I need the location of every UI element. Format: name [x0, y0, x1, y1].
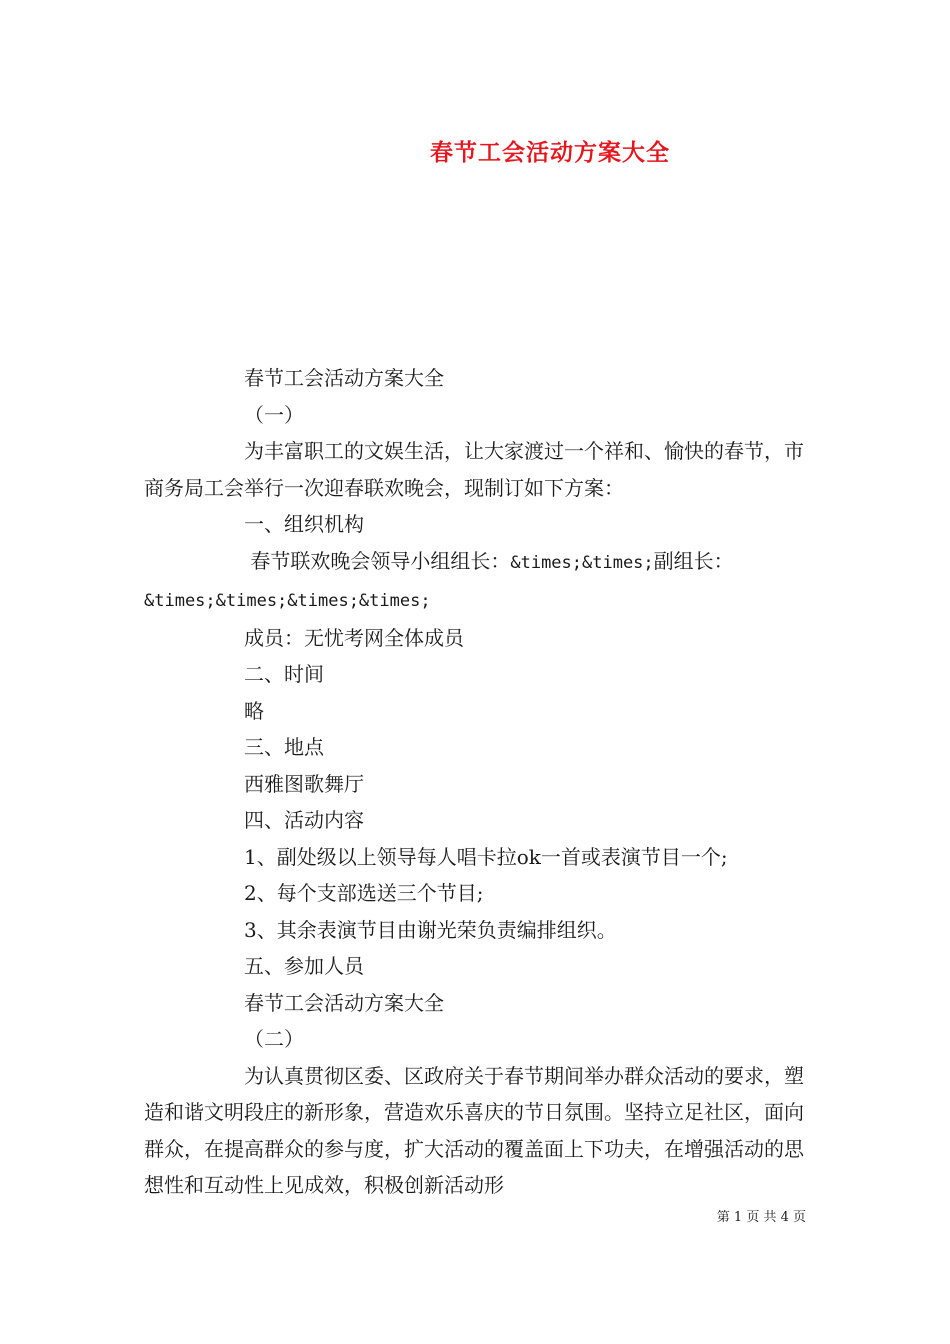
location-value: 西雅图歌舞厅 — [244, 771, 364, 796]
heading-content: 四、活动内容 — [244, 808, 364, 832]
leadership-line — [144, 543, 808, 620]
section-heading: 春节工会活动方案大全 — [244, 990, 444, 1015]
heading-location: 三、地点 — [244, 735, 324, 759]
document-body — [144, 360, 808, 1204]
section-heading: 春节工会活动方案大全 — [244, 366, 444, 390]
content-item: 1、副处级以上领导每人唱卡拉ok一首或表演节目一个; — [244, 844, 728, 869]
content-item: 3、其余表演节目由谢光荣负责编排组织。 — [244, 917, 617, 942]
deputy-names: &times;&times;&times;&times; — [144, 591, 431, 611]
deputy-label: 副组长： — [653, 548, 734, 573]
section-number: （一） — [244, 402, 304, 427]
leader-name: &times;&times; — [510, 552, 654, 573]
heading-organization: 一、组织机构 — [244, 512, 364, 536]
leadership-label: 春节联欢晚会领导小组组长： — [244, 548, 511, 573]
intro-paragraph: 为丰富职工的文娱生活，让大家渡过一个祥和、愉快的春节，市商务局工会举行一次迎春联欢晚会，现制订如下方案： — [144, 439, 804, 500]
time-value: 略 — [244, 698, 264, 723]
document-title: 春节工会活动方案大全 — [430, 139, 670, 166]
content-item: 2、每个支部选送三个节目; — [244, 881, 484, 905]
heading-participants: 五、参加人员 — [244, 954, 364, 978]
members-line: 成员：无忧考网全体成员 — [244, 625, 464, 650]
page-footer: 第 1 页 共 4 页 — [716, 1210, 806, 1225]
section-number: （二） — [244, 1027, 304, 1051]
second-intro-paragraph: 为认真贯彻区委、区政府关于春节期间举办群众活动的要求，塑造和谐文明段庄的新形象，营造欢乐喜庆的节日氛围。坚持立足社区，面向群众，在提高群众的参与度，扩大活动的覆盖面上下功夫，在增强活动的思想性和互动性上见成效，积极创新活动形 — [144, 1063, 804, 1197]
heading-time: 二、时间 — [244, 662, 324, 686]
